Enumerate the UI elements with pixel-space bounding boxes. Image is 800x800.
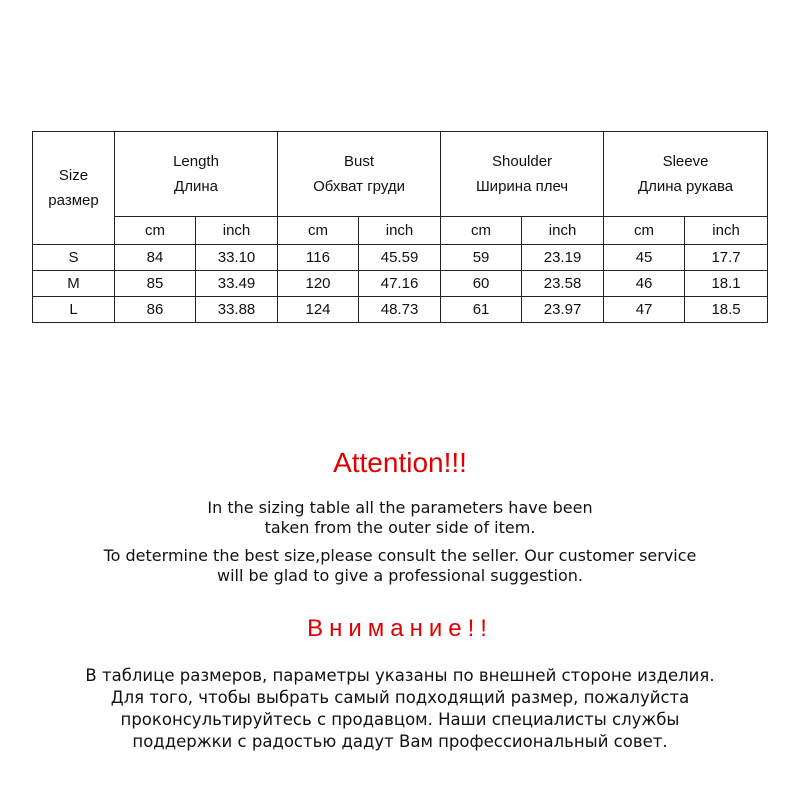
unit-cell: cm [441, 217, 522, 245]
table-row [33, 297, 768, 323]
value-cell: 124 [278, 297, 359, 323]
value-cell: 33.10 [196, 245, 278, 271]
value-cell: 84 [115, 245, 196, 271]
unit-cell: inch [359, 217, 441, 245]
size-header-ru: размер [48, 192, 99, 209]
notice-ru-line: проконсультируйтесь с продавцом. Наши специалисты службы [120, 710, 680, 729]
value-cell: 47.16 [359, 271, 441, 297]
value-cell: 17.7 [685, 245, 768, 271]
value-cell: 85 [115, 271, 196, 297]
size-header-cell [33, 132, 115, 245]
length-header [115, 132, 278, 217]
attention-title-ru: Внимание!! [307, 615, 493, 642]
size-cell: M [33, 271, 115, 297]
unit-row [33, 217, 768, 245]
notice-en-line: In the sizing table all the parameters have been [207, 498, 593, 517]
value-cell: 18.1 [685, 271, 768, 297]
value-cell: 33.88 [196, 297, 278, 323]
value-cell: 116 [278, 245, 359, 271]
value-cell: 59 [441, 245, 522, 271]
value-cell: 48.73 [359, 297, 441, 323]
unit-cell: inch [685, 217, 768, 245]
value-cell: 120 [278, 271, 359, 297]
unit-cell: cm [278, 217, 359, 245]
size-chart-table [32, 131, 768, 323]
unit-cell: cm [604, 217, 685, 245]
notice-en-line: To determine the best size,please consult the seller. Our customer service [103, 546, 697, 565]
header-ru: Длина [174, 178, 218, 195]
value-cell: 18.5 [685, 297, 768, 323]
header-en: Bust [344, 153, 375, 170]
shoulder-header [441, 132, 604, 217]
notice-ru-line: В таблице размеров, параметры указаны по внешней стороне изделия. [85, 666, 715, 685]
notice-en [0, 498, 800, 586]
value-cell: 47 [604, 297, 685, 323]
value-cell: 23.19 [522, 245, 604, 271]
value-cell: 33.49 [196, 271, 278, 297]
value-cell: 45 [604, 245, 685, 271]
group-header-row [33, 132, 768, 217]
header-ru: Длина рукава [637, 178, 734, 195]
header-en: Shoulder [492, 153, 553, 170]
bust-header [278, 132, 441, 217]
value-cell: 60 [441, 271, 522, 297]
table-row [33, 271, 768, 297]
header-ru: Обхват груди [313, 178, 405, 195]
header-en: Sleeve [662, 153, 709, 170]
notice-ru [0, 665, 800, 753]
notice-ru-line: Для того, чтобы выбрать самый подходящий размер, пожалуйста [110, 688, 690, 707]
table-row [33, 245, 768, 271]
attention-title: Attention!!! [333, 447, 467, 478]
header-ru: Ширина плеч [475, 178, 569, 195]
notice-ru-line: поддержки с радостью дадут Вам профессиональный совет. [132, 732, 668, 751]
size-cell: L [33, 297, 115, 323]
value-cell: 86 [115, 297, 196, 323]
value-cell: 61 [441, 297, 522, 323]
value-cell: 23.58 [522, 271, 604, 297]
unit-cell: cm [115, 217, 196, 245]
header-en: Length [173, 153, 219, 170]
notice-en-line: will be glad to give a professional suggestion. [216, 566, 583, 585]
sleeve-header [604, 132, 768, 217]
value-cell: 45.59 [359, 245, 441, 271]
size-header-en: Size [58, 167, 89, 184]
unit-cell: inch [522, 217, 604, 245]
size-cell: S [33, 245, 115, 271]
unit-cell: inch [196, 217, 278, 245]
value-cell: 23.97 [522, 297, 604, 323]
value-cell: 46 [604, 271, 685, 297]
notice-en-line: taken from the outer side of item. [264, 518, 536, 537]
